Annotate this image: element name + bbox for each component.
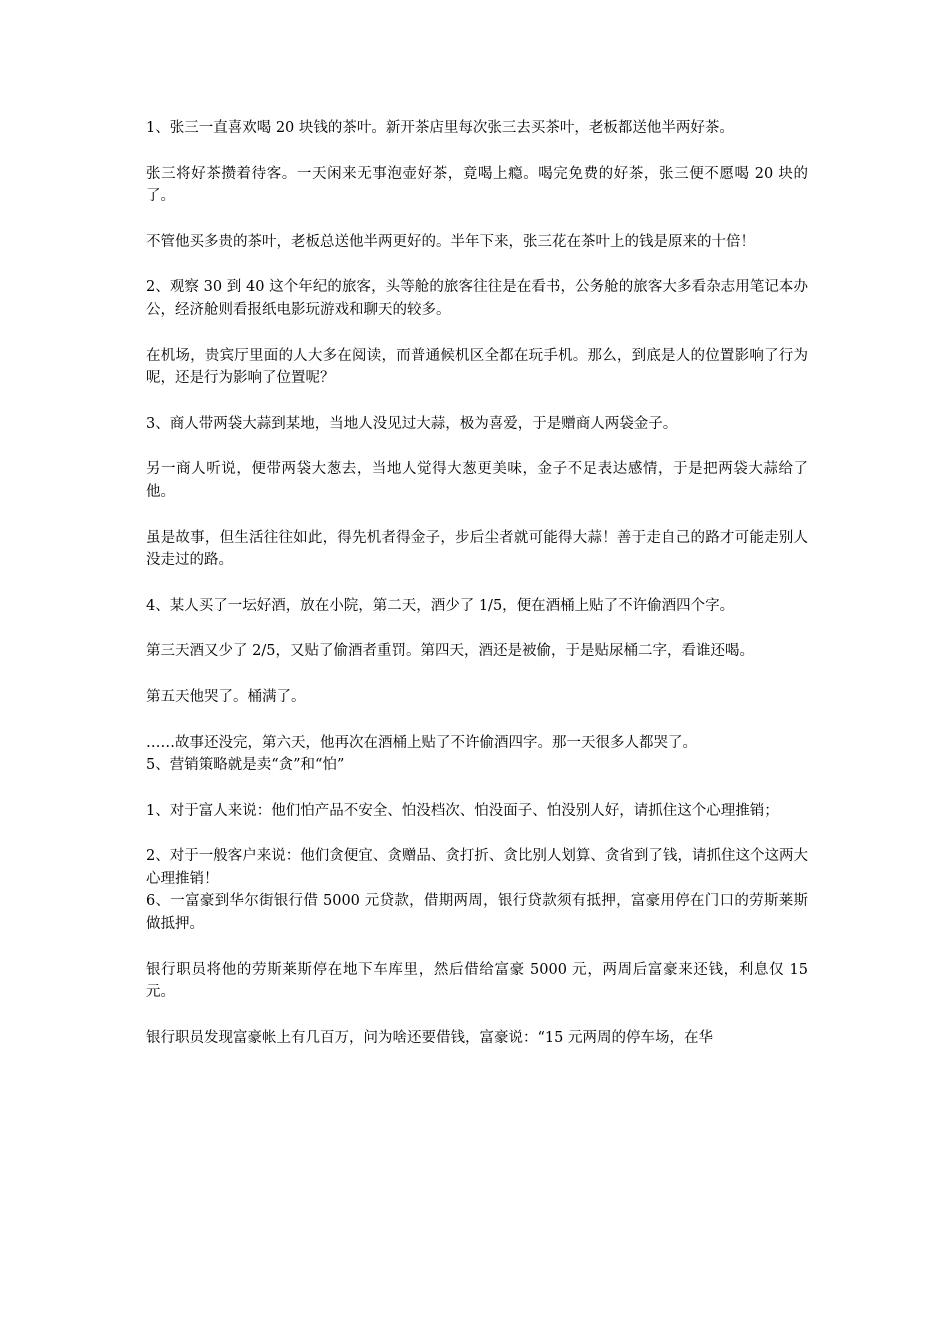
paragraph-9: 4、某人买了一坛好酒，放在小院，第二天，酒少了 1/5，便在酒桶上贴了不许偷酒四个字。 (146, 597, 735, 614)
paragraph-12: ……故事还没完，第六天，他再次在酒桶上贴了不许偷酒四字。那一天很多人都哭了。 (146, 734, 697, 751)
paragraph-18: 银行职员发现富豪帐上有几百万，问为啥还要借钱，富豪说：“15 元两周的停车场，在华 (146, 1029, 713, 1046)
paragraph-11: 第五天他哭了。桶满了。 (146, 688, 306, 705)
paragraph-8: 虽是故事，但生活往往如此，得先机者得金子，步后尘者就可能得大蒜！善于走自己的路才可能走别人没走过的路。 (146, 529, 808, 569)
paragraph-6: 3、商人带两袋大蒜到某地，当地人没见过大蒜，极为喜爱，于是赠商人两袋金子。 (146, 415, 678, 432)
paragraph-1: 1、张三一直喜欢喝 20 块钱的茶叶。新开茶店里每次张三去买茶叶，老板都送他半两好茶。 (146, 120, 734, 136)
paragraph-13: 5、营销策略就是卖“贪”和“怕” (146, 757, 345, 774)
paragraph-17: 银行职员将他的劳斯莱斯停在地下车库里，然后借给富豪 5000 元，两周后富豪来还钱，利息仅 15 元。 (146, 961, 808, 1001)
paragraph-7: 另一商人听说，便带两袋大葱去，当地人觉得大葱更美味，金子不足表达感情，于是把两袋大蒜给了他。 (146, 461, 808, 500)
paragraph-15: 2、对于一般客户来说：他们贪便宜、贪赠品、贪打折、贪比别人划算、贪省到了钱，请抓住这个这两大心理推销！ (146, 848, 808, 887)
paragraph-5: 在机场，贵宾厅里面的人大多在阅读，而普通候机区全都在玩手机。那么，到底是人的位置影响了行为呢，还是行为影响了位置呢？ (146, 347, 808, 387)
paragraph-2: 张三将好茶攒着待客。一天闲来无事泡壶好茶，竟喝上瘾。喝完免费的好茶，张三便不愿喝 20 块的了。 (146, 165, 808, 205)
paragraph-4: 2、观察 30 到 40 这个年纪的旅客，头等舱的旅客往往是在看书，公务舱的旅客大多看杂志用笔记本办公，经济舱则看报纸电影玩游戏和聊天的较多。 (146, 279, 808, 318)
paragraph-14: 1、对于富人来说：他们怕产品不安全、怕没档次、怕没面子、怕没别人好，请抓住这个心理推销； (146, 802, 779, 819)
paragraph-10: 第三天酒又少了 2/5，又贴了偷酒者重罚。第四天，酒还是被偷，于是贴尿桶二字，看谁还喝。 (146, 643, 754, 660)
document-body (146, 117, 808, 1072)
paragraph-3: 不管他买多贵的茶叶，老板总送他半两更好的。半年下来，张三花在茶叶上的钱是原来的十倍！ (146, 233, 755, 250)
paragraph-16: 6、一富豪到华尔街银行借 5000 元贷款，借期两周，银行贷款须有抵押，富豪用停在门口的劳斯莱斯做抵押。 (146, 893, 808, 933)
